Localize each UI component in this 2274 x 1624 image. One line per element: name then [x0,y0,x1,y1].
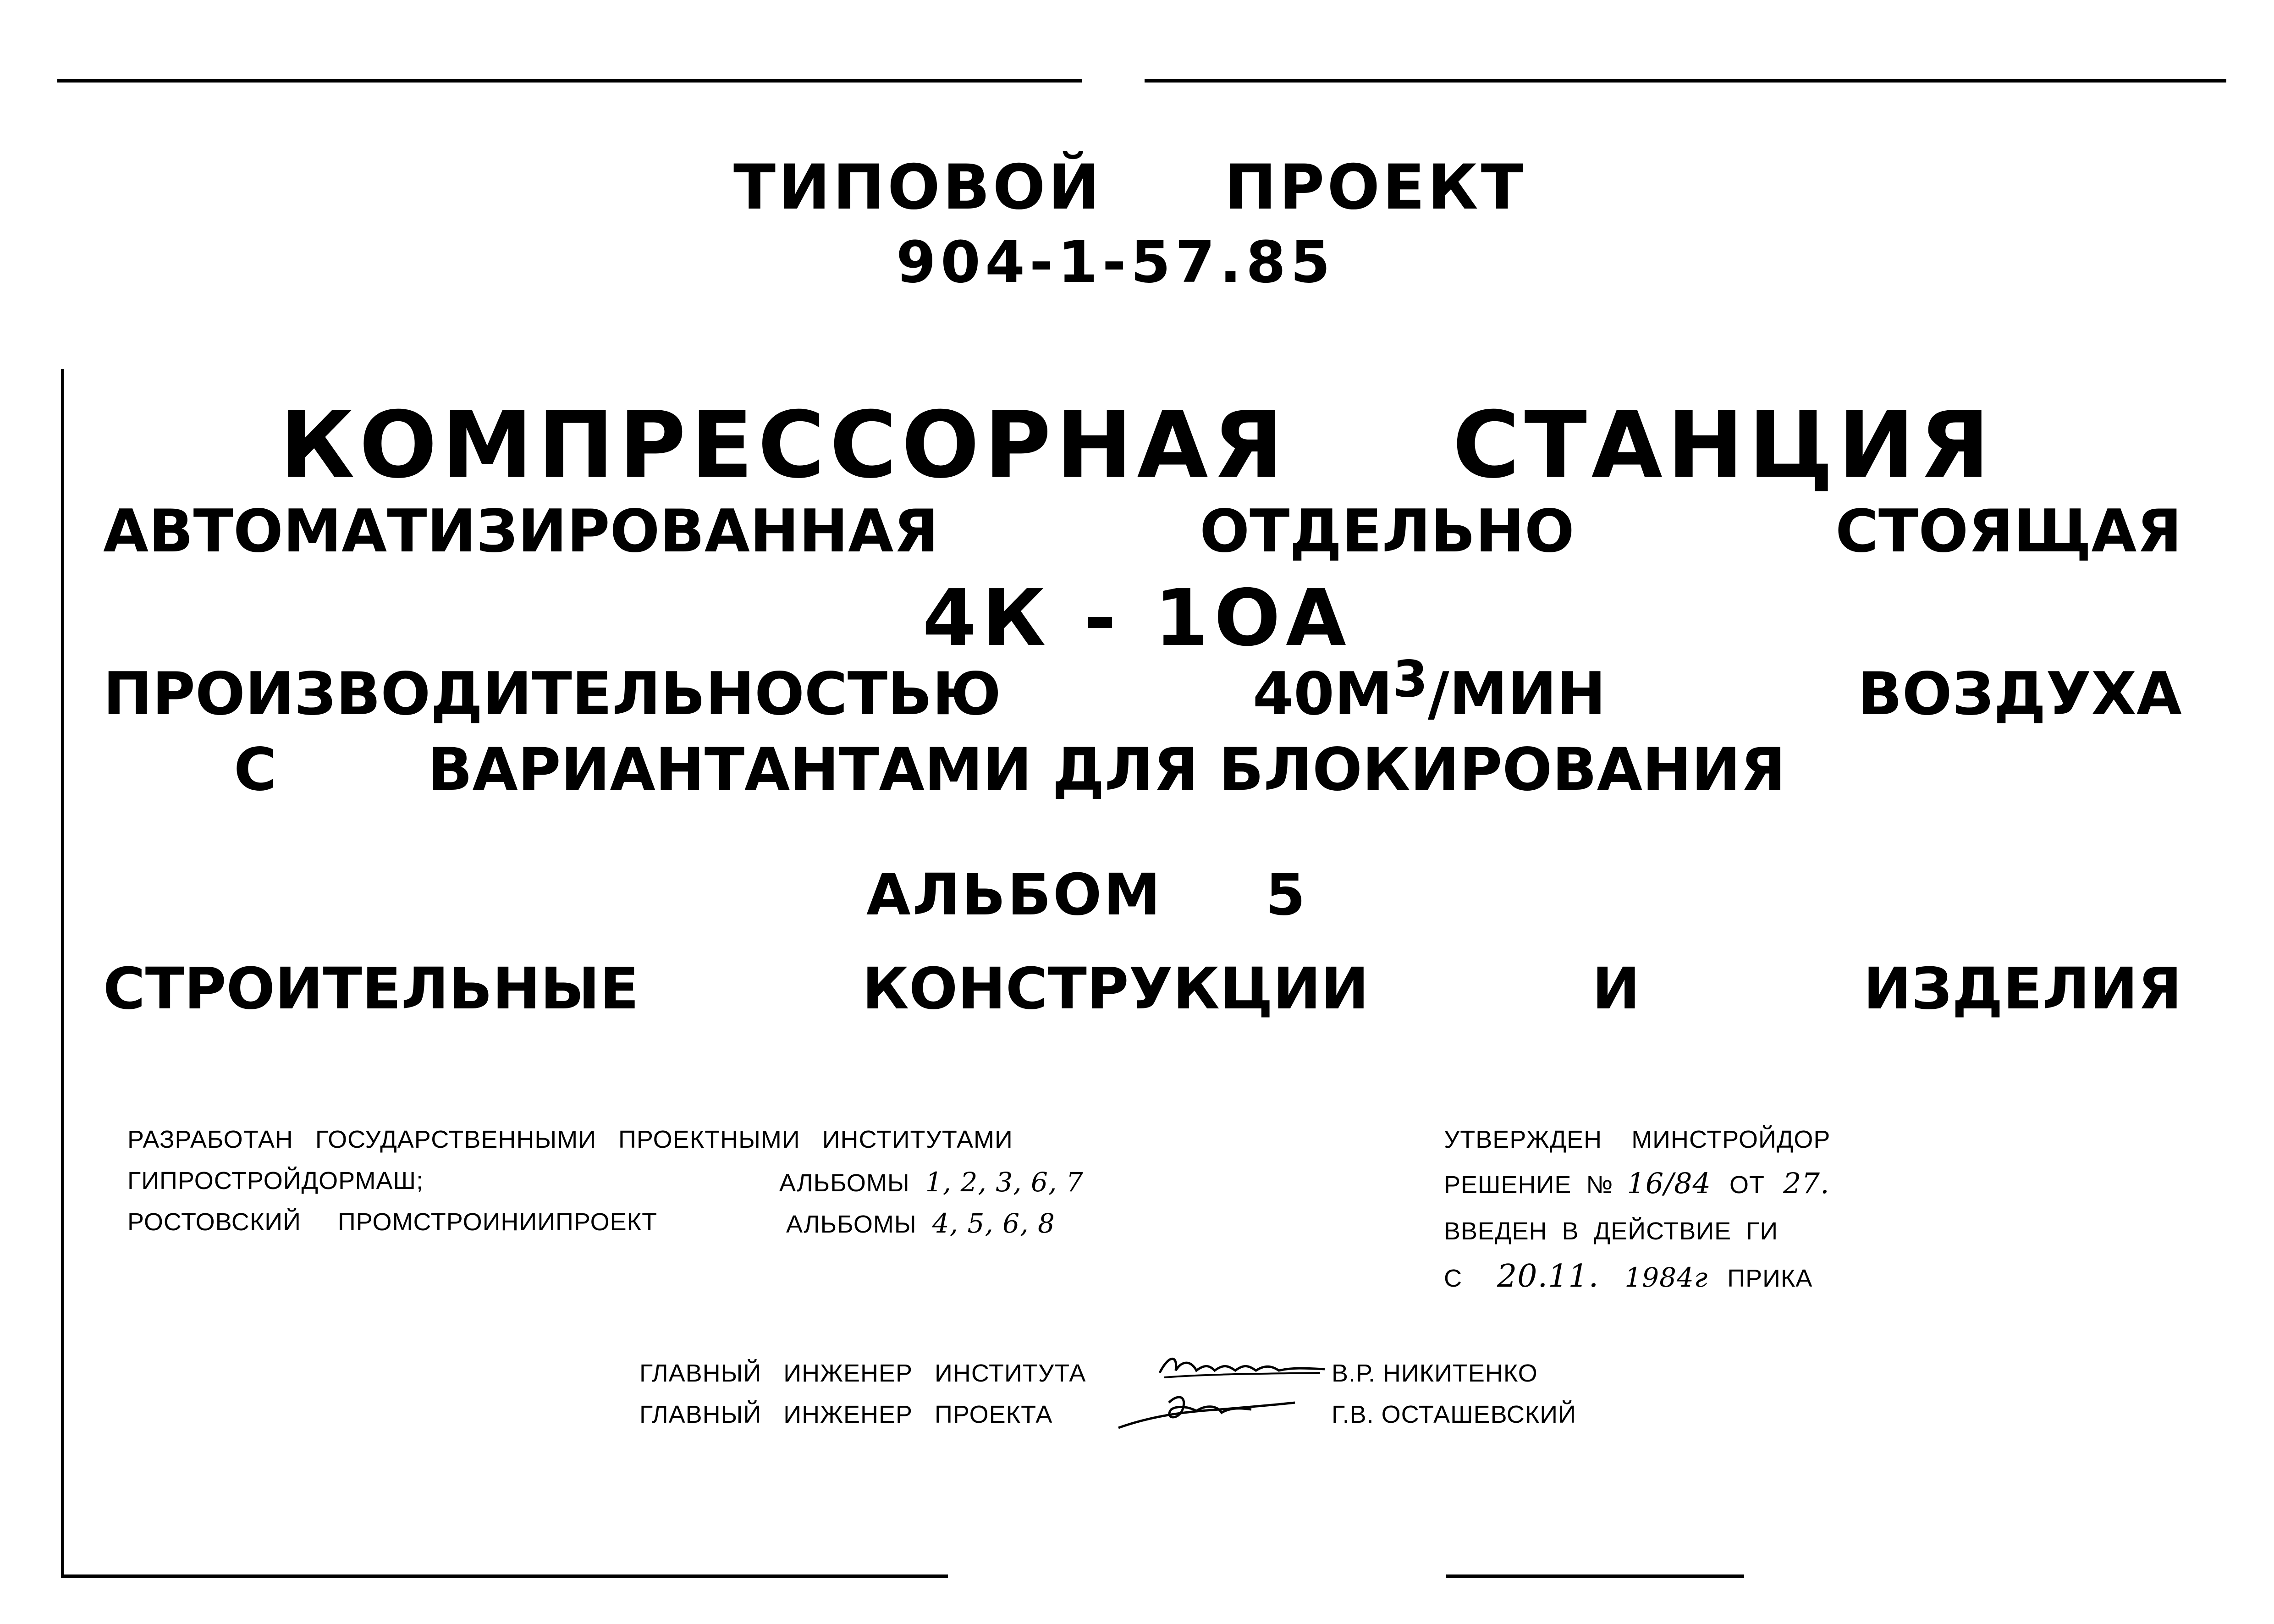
main-title-air: ВОЗДУХА [1857,660,2182,728]
approval-line: УТВЕРЖДЕН МИНСТРОЙДОР [1444,1126,1831,1153]
project-number: 904-1-57.85 [896,229,1335,296]
bottom-rule-right [1446,1574,1744,1578]
album-subtitle-structures: КОНСТРУКЦИИ [862,956,1369,1022]
left-frame-line [61,369,64,1577]
top-rule-left [57,79,1082,83]
main-title-line1 [0,392,2274,499]
album-subtitle-and: И [1592,956,1641,1022]
developer-org1-albums: АЛЬБОМЫ 1, 2, 3, 6, 7 [779,1167,1084,1198]
effective-year: 1984г [1624,1262,1708,1293]
main-title-capacity-word: ПРОИЗВОДИТЕЛЬНОСТЬЮ [103,660,1001,728]
cubic-superscript: 3 [1393,650,1428,709]
developer-org2-albums: АЛЬБОМЫ 4, 5, 6, 8 [786,1208,1055,1239]
album-subtitle [103,956,2182,1022]
decision-number: 16/84 [1627,1167,1712,1200]
main-title-separately: ОТДЕЛЬНО [1200,497,1575,566]
album-heading [866,862,1307,928]
main-title-capacity-value: $40М^3$/МИН [1252,650,1606,728]
album-label: АЛЬБОМ [866,862,1162,928]
developer-org1: ГИПРОСТРОЙДОРМАШ; [127,1167,424,1195]
title-word-typical: ТИПОВОЙ [733,151,1103,223]
main-title-line2 [103,497,2182,566]
album-subtitle-building: СТРОИТЕЛЬНЫЕ [103,956,639,1022]
bottom-rule-left [61,1574,948,1578]
org2-album-numbers: 4, 5, 6, 8 [932,1208,1055,1239]
approval-effective-date: С 20.11. 1984г ПРИКА [1444,1258,1813,1294]
main-title-station: СТАНЦИЯ [1452,392,1995,499]
decision-date: 27. [1783,1167,1830,1200]
approval-decision: РЕШЕНИЕ № 16/84 ОТ 27. [1444,1167,1830,1200]
main-title-standing: СТОЯЩАЯ [1835,497,2182,566]
effective-date: 20.11. [1497,1258,1599,1294]
album-number: 5 [1265,862,1307,928]
developer-line: РАЗРАБОТАН ГОСУДАРСТВЕННЫМИ ПРОЕКТНЫМИ ИНСТИТУТАМИ [127,1126,1013,1153]
model-designation: 4К - 1ОА [922,573,1352,664]
main-title-line5 [234,736,1786,804]
top-rule-right [1145,79,2226,83]
main-title-compressor: КОМПРЕССОРНАЯ [279,392,1288,499]
developer-org2: РОСТОВСКИЙ ПРОМСТРОИНИИПРОЕКТ [127,1208,658,1236]
main-title-with: С [234,736,277,804]
main-title-line4 [103,650,2182,728]
signature-row-institute: ГЛАВНЫЙ ИНЖЕНЕР ИНСТИТУТА [639,1360,1086,1387]
album-subtitle-products: ИЗДЕЛИЯ [1863,956,2182,1022]
document-type-title [733,151,1526,223]
main-title-variants: ВАРИАНТАНТАМИ ДЛЯ БЛОКИРОВАНИЯ [428,736,1786,804]
main-title-automated: АВТОМАТИЗИРОВАННАЯ [103,497,939,566]
title-word-project: ПРОЕКТ [1224,151,1526,223]
signature-name-project: Г.В. ОСТАШЕВСКИЙ [1332,1401,1576,1428]
approval-enacted: ВВЕДЕН В ДЕЙСТВИЕ ГИ [1444,1217,1778,1245]
signature-name-institute: В.Р. НИКИТЕНКО [1332,1360,1538,1387]
signature-project-icon [1109,1384,1302,1435]
org1-album-numbers: 1, 2, 3, 6, 7 [925,1167,1084,1198]
signature-row-project: ГЛАВНЫЙ ИНЖЕНЕР ПРОЕКТА [639,1401,1053,1428]
